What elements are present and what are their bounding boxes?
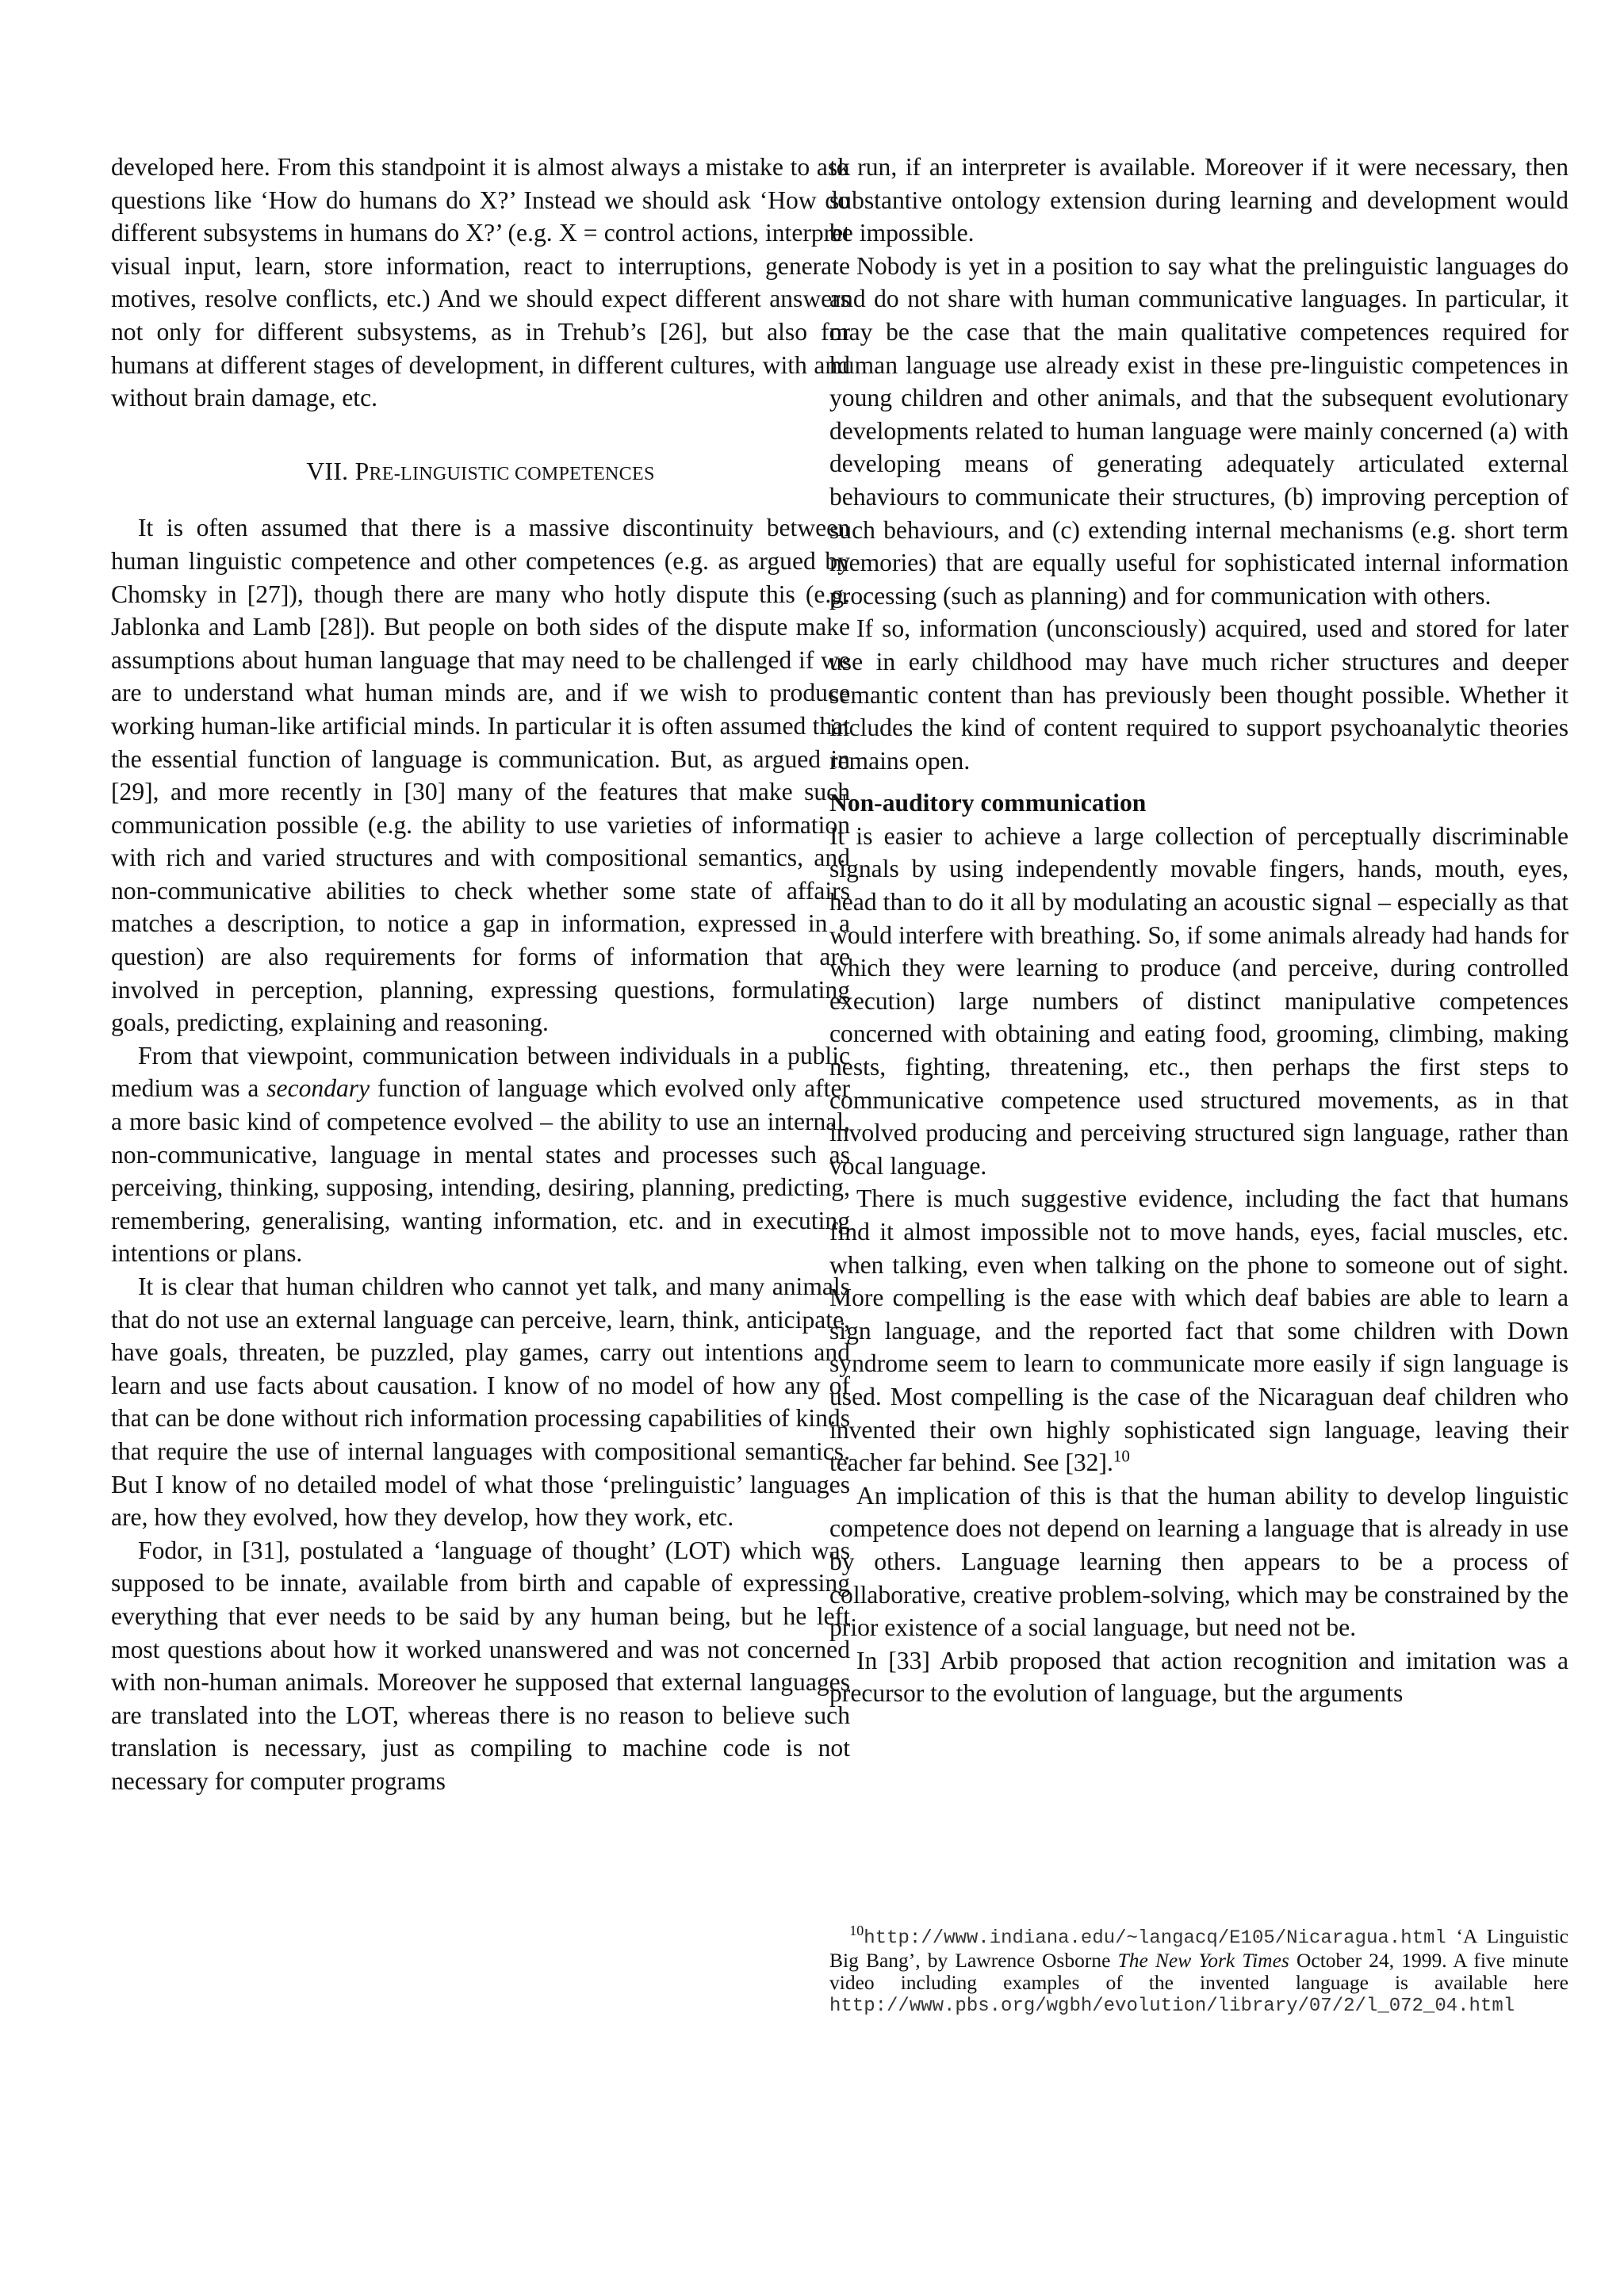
section-heading [111, 455, 850, 492]
paragraph-left-2-b: function of language which evolved only after a more basic kind of competence evolved – the ability to use an internal, non-communicative, language in mental states and processes such as perceiving, thinking, supposing, intending, desiring, planning, predicting, remembering, generalising, wanting information, etc. and in executing intentions or plans. [111, 1074, 850, 1268]
paragraph-left-1: It is often assumed that there is a massive discontinuity between human linguistic competence and other competences (e.g. as argued by Chomsky in [27]), though there are many who hotly dispute this (e.g. Jablonka and Lamb [28]). But people on both sides of the dispute make assumptions about human language that may need to be challenged if we are to understand what human minds are, and if we wish to produce working human-like artificial minds. In particular it is often assumed that the essential function of language is communication. But, as argued in [29], and more recently in [30] many of the features that make such communication possible (e.g. the ability to use varieties of information with rich and varied structures and with compositional semantics, and non-communicative abilities to check whether some state of affairs matches a description, to notice a gap in information, expressed in a question) are also requirements for forms of information that are involved in perception, planning, expressing questions, formulating goals, predicting, explaining and reasoning. [111, 514, 850, 1037]
right-column [829, 151, 1568, 1710]
paragraph-right-continued: to run, if an interpreter is available. Moreover if it were necessary, then substantive ontology extension during learning and development would be impossible. [829, 153, 1568, 247]
paragraph-left-2 [111, 1039, 850, 1270]
subheading-non-auditory: Non-auditory communication [829, 789, 1147, 817]
paragraph-right-3: It is easier to achieve a large collection of perceptually discriminable signals by using independently movable fingers, hands, mouth, eyes, head than to do it all by modulating an acoustic signal – especially as that would interfere with breathing. So, if some animals already had hands for which they were learning to produce (and perceive, during controlled execution) large numbers of distinct manipulative competences concerned with obtaining and eating food, grooming, climbing, making nests, fighting, threatening, etc., then perhaps the first steps to communicative competence used structured movements, as in that involved producing and perceiving structured sign language, rather than vocal language. [829, 821, 1568, 1180]
paragraph-left-3: It is clear that human children who cannot yet talk, and many animals that do not use an external language can perceive, learn, think, anticipate, have goals, threaten, be puzzled, play games, carry out intentions and learn and use facts about causation. I know of no model of how any of that can be done without rich information processing capabilities of kinds that require the use of internal languages with compositional semantics. But I know of no detailed model of what those ‘prelinguistic’ languages are, how they evolved, how they develop, how they work, etc. [111, 1272, 850, 1532]
paragraph-right-1: Nobody is yet in a position to say what the prelinguistic languages do and do not share with human communicative languages. In particular, it may be the case that the main qualitative competences required for human language use already exist in these pre-linguistic competences in young children and other animals, and that the subsequent evolutionary developments related to human language were mainly concerned (a) with developing means of generating adequately articulated external behaviours to communicate their structures, (b) improving perception of such behaviours, and (c) extending internal mechanisms (e.g. short term memories) that are equally useful for sophisticated internal information processing (such as planning) and for communication with others. [829, 251, 1568, 610]
paragraph-left-4: Fodor, in [31], postulated a ‘language of thought’ (LOT) which was supposed to be innate, available from birth and capable of expressing everything that ever needs to be said by any human being, but he left most questions about how it worked unanswered and was not concerned with non-human animals. Moreover he supposed that external languages are translated into the LOT, whereas there is no reason to believe such translation is necessary, just as compiling to machine code is not necessary for computer programs [111, 1536, 850, 1795]
footnote-newspaper-title: The New York Times [1117, 1949, 1289, 1972]
footnote-number: 10 [849, 1923, 864, 1938]
paragraph-right-4-text: There is much suggestive evidence, including the fact that humans find it almost impossible not to move hands, eyes, facial muscles, etc. when talking, even when talking on the phone to someone out of sight. More compelling is the ease with which deaf babies are able to learn a sign language, and the reported fact that some children with Down syndrome seem to learn to communicate more easily if sign language is used. Most compelling is the case of the Nicaraguan deaf children who invented their own highly sophisticated sign language, leaving their teacher far behind. See [32]. [829, 1184, 1568, 1477]
footnote-ref-10[interactable]: 10 [1113, 1446, 1130, 1466]
footnote-link-pbs[interactable]: http://www.pbs.org/wgbh/evolution/library/07/2/l_072_04.html [829, 1996, 1515, 2017]
section-number: VII. [306, 457, 349, 485]
emphasis-secondary: secondary [266, 1074, 370, 1103]
paragraph-right-6: In [33] Arbib proposed that action recognition and imitation was a precursor to the evolution of language, but the arguments [829, 1646, 1568, 1708]
paragraph-left-continued: developed here. From this standpoint it is almost always a mistake to ask questions like ‘How do humans do X?’ Instead we should ask ‘How do different subsystems in humans do X?’ (e.g. X = control actions, interpret visual input, learn, store information, react to interruptions, generate motives, resolve conflicts, etc.) And we should expect different answers not only for different subsystems, as in Trehub’s [26], but also for humans at different stages of development, in different cultures, with and without brain damage, etc. [111, 153, 850, 412]
paragraph-left-2-a: From that viewpoint, communication between individuals in a public medium was a [111, 1041, 850, 1103]
footnote-text-b: October 24, 1999. A five minute video including examples of the invented language is available here [829, 1949, 1568, 1994]
paragraph-right-5: An implication of this is that the human ability to develop linguistic competence does not depend on learning a language that is already in use by others. Language learning then appears to be a process of collaborative, creative problem-solving, which may be constrained by the prior existence of a social language, but need not be. [829, 1481, 1568, 1642]
section-title-initial: P [354, 457, 370, 485]
footnote-text-a: ‘A Linguistic Big Bang’, by Lawrence Osborne [829, 1924, 1568, 1972]
paragraph-right-4 [829, 1182, 1568, 1479]
footnote-link-nicaragua[interactable]: http://www.indiana.edu/~langacq/E105/Nicaragua.html [864, 1927, 1446, 1950]
section-title [355, 457, 655, 485]
left-column [111, 151, 850, 1798]
paragraph-right-2: If so, information (unconsciously) acquired, used and stored for later use in early childhood may have much richer structures and deeper semantic content than has previously been thought possible. Whether it includes the kind of content required to support psychoanalytic theories remains open. [829, 614, 1568, 775]
footnote-10 [829, 1920, 1568, 2018]
section-title-rest: RE-LINGUISTIC COMPETENCES [369, 463, 655, 484]
